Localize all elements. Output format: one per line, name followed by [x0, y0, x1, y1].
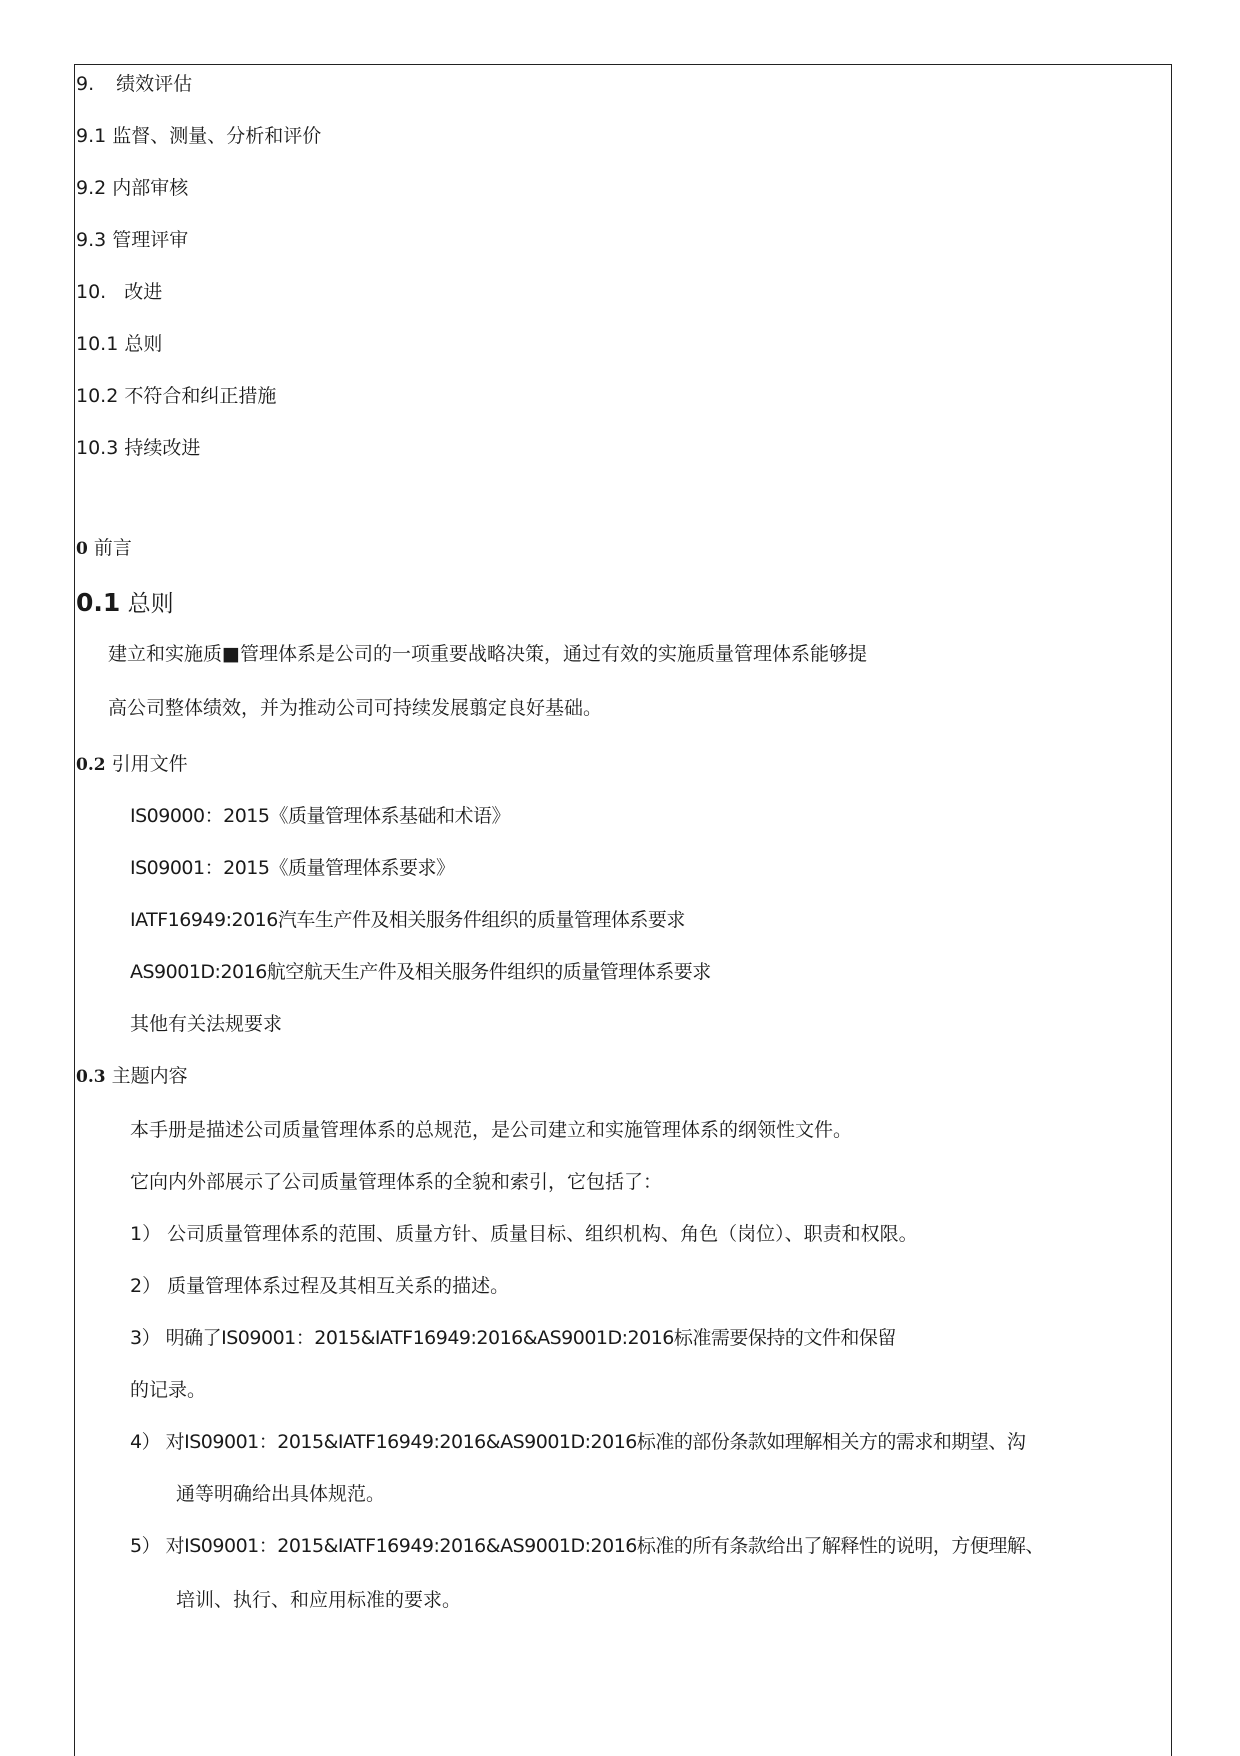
general-heading — [76, 588, 174, 619]
toc-title: 内部审核 — [112, 177, 189, 199]
toc-item — [76, 332, 162, 356]
toc-title: 总则 — [124, 333, 163, 355]
reference-item: IS09000：2015《质量管理体系基础和术语》 — [130, 805, 510, 827]
toc-title: 改进 — [124, 281, 163, 303]
subject-point — [130, 1274, 509, 1298]
heading-num: 0.3 — [76, 1067, 106, 1087]
subject-point — [130, 1222, 918, 1246]
general-paragraph-line: 高公司整体绩效，并为推动公司可持续发展翦定良好基础。 — [108, 697, 603, 719]
point-continuation: 通等明确给出具体规范。 — [176, 1483, 386, 1505]
subject-heading — [76, 1064, 188, 1089]
toc-item — [76, 436, 200, 460]
point-marker: 5） — [130, 1535, 161, 1557]
point-continuation: 培训、执行、和应用标准的要求。 — [176, 1589, 462, 1611]
toc-item — [76, 72, 192, 96]
subject-intro-line: 本手册是描述公司质量管理体系的总规范，是公司建立和实施管理体系的纲领性文件。 — [130, 1119, 853, 1141]
subject-point — [130, 1326, 896, 1350]
toc-item — [76, 384, 276, 408]
toc-num: 10.2 — [76, 385, 119, 407]
heading-title: 总则 — [127, 591, 174, 617]
toc-title: 不符合和纠正措施 — [124, 385, 277, 407]
point-marker: 1） — [130, 1223, 162, 1245]
toc-title: 绩效评估 — [116, 73, 193, 95]
point-text: 对IS09001：2015&IATF16949:2016&AS9001D:2016标准的所有条款给出了解释性的说明，方便理解、 — [165, 1535, 1044, 1557]
toc-num: 10.3 — [76, 437, 119, 459]
point-text: 公司质量管理体系的范围、质量方针、质量目标、组织机构、角色（岗位）、职责和权限。 — [167, 1223, 918, 1245]
heading-num: 0 — [76, 539, 88, 559]
subject-point — [130, 1430, 1025, 1454]
toc-num: 9.2 — [76, 177, 107, 199]
heading-title: 前言 — [93, 537, 132, 559]
subject-intro-line: 它向内外部展示了公司质量管理体系的全貌和索引，它包括了： — [130, 1171, 663, 1193]
toc-num: 10. — [76, 281, 107, 303]
reference-item: 其他有关法规要求 — [130, 1013, 283, 1035]
reference-item: AS9001D:2016航空航天生产件及相关服务件组织的质量管理体系要求 — [130, 961, 711, 983]
toc-item — [76, 124, 321, 148]
toc-title: 持续改进 — [124, 437, 201, 459]
heading-num: 0.2 — [76, 755, 106, 775]
subject-point — [130, 1534, 1044, 1558]
toc-item — [76, 280, 162, 304]
toc-num: 9. — [76, 73, 95, 95]
toc-num: 10.1 — [76, 333, 119, 355]
general-paragraph-line: 建立和实施质■管理体系是公司的一项重要战略决策，通过有效的实施质量管理体系能够提 — [108, 643, 867, 665]
reference-item: IATF16949:2016汽车生产件及相关服务件组织的质量管理体系要求 — [130, 909, 685, 931]
reference-item: IS09001：2015《质量管理体系要求》 — [130, 857, 455, 879]
toc-title: 管理评审 — [112, 229, 189, 251]
toc-title: 监督、测量、分析和评价 — [112, 125, 322, 147]
point-text: 对IS09001：2015&IATF16949:2016&AS9001D:2016标准的部份条款如理解相关方的需求和期望、沟 — [165, 1431, 1026, 1453]
foreword-heading — [76, 536, 132, 561]
point-text: 明确了IS09001：2015&IATF16949:2016&AS9001D:2016标准需要保持的文件和保留 — [165, 1327, 896, 1349]
toc-num: 9.1 — [76, 125, 107, 147]
references-heading — [76, 752, 188, 777]
toc-item — [76, 176, 188, 200]
point-marker: 2） — [130, 1275, 162, 1297]
heading-title: 引用文件 — [111, 753, 188, 775]
toc-item — [76, 228, 188, 252]
point-marker: 3） — [130, 1327, 161, 1349]
heading-num: 0.1 — [76, 588, 121, 617]
toc-num: 9.3 — [76, 229, 107, 251]
point-text: 质量管理体系过程及其相互关系的描述。 — [167, 1275, 510, 1297]
heading-title: 主题内容 — [111, 1065, 188, 1087]
point-marker: 4） — [130, 1431, 161, 1453]
point-continuation: 的记录。 — [130, 1379, 207, 1401]
